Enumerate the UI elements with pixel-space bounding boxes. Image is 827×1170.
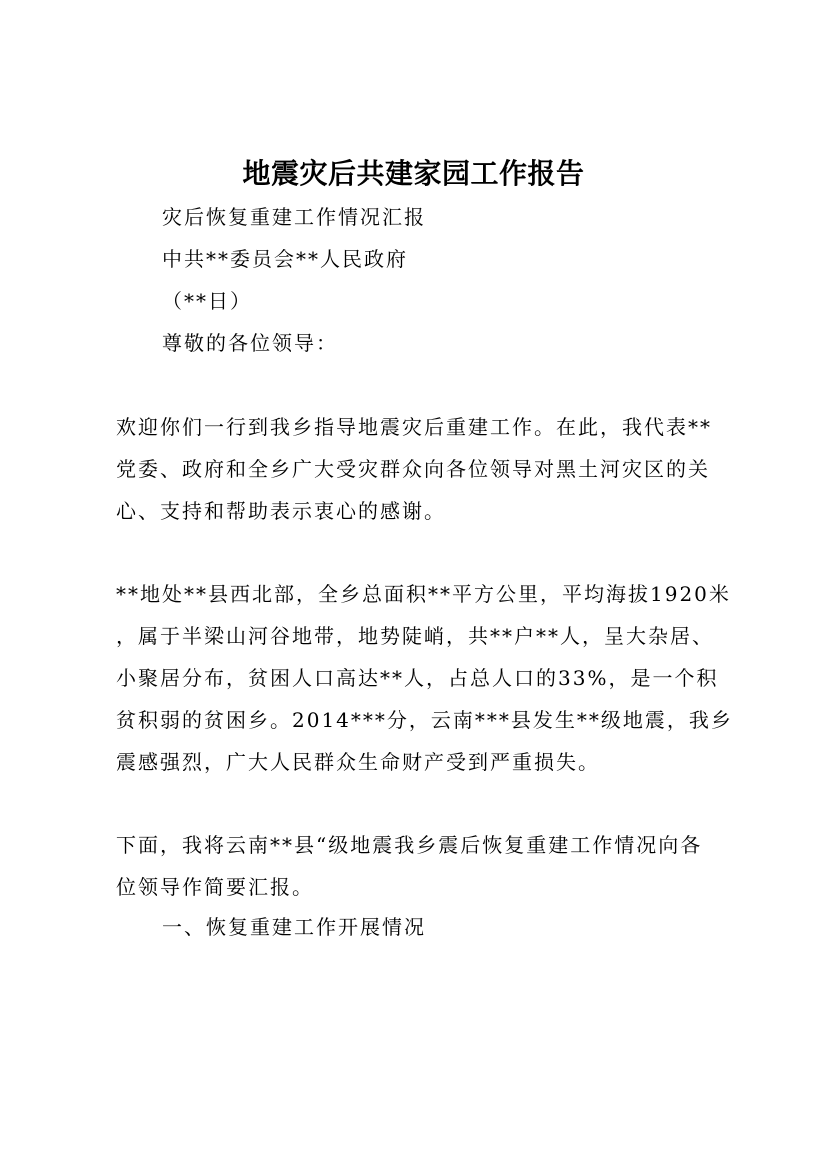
document-title: 地震灾后共建家园工作报告 <box>242 157 585 190</box>
paragraph-line: 震感强烈，广大人民群众生命财产受到严重损失。 <box>116 750 600 774</box>
date-line: （**日） <box>162 289 252 313</box>
paragraph-line: 小聚居分布，贫困人口高达**人，占总人口的33%，是一个积 <box>116 666 719 690</box>
paragraph-intro-report <box>116 824 716 908</box>
paragraph-line: 欢迎你们一行到我乡指导地震灾后重建工作。在此，我代表** <box>116 415 712 439</box>
paragraph-overview <box>116 573 733 783</box>
section-heading: 一、恢复重建工作开展情况 <box>162 915 426 939</box>
paragraph-line: 位领导作简要汇报。 <box>116 875 314 899</box>
paragraph-line: 下面，我将云南**县“级地震我乡震后恢复重建工作情况向各 <box>116 833 703 857</box>
salutation: 尊敬的各位领导： <box>162 331 338 355</box>
paragraph-line: 贫积弱的贫困乡。2014***分，云南***县发生**级地震，我乡 <box>116 708 733 732</box>
paragraph-line: **地处**县西北部，全乡总面积**平方公里，平均海拔1920米 <box>116 582 731 606</box>
paragraph-line: ，属于半梁山河谷地带，地势陡峭，共**户**人，呈大杂居、 <box>116 624 714 648</box>
paragraph-welcome <box>116 406 716 532</box>
issuer-line: 中共**委员会**人民政府 <box>162 247 408 271</box>
document-subtitle: 灾后恢复重建工作情况汇报 <box>162 205 426 229</box>
paragraph-line: 党委、政府和全乡广大受灾群众向各位领导对黑土河灾区的关 <box>116 457 710 481</box>
paragraph-line: 心、支持和帮助表示衷心的感谢。 <box>116 499 446 523</box>
